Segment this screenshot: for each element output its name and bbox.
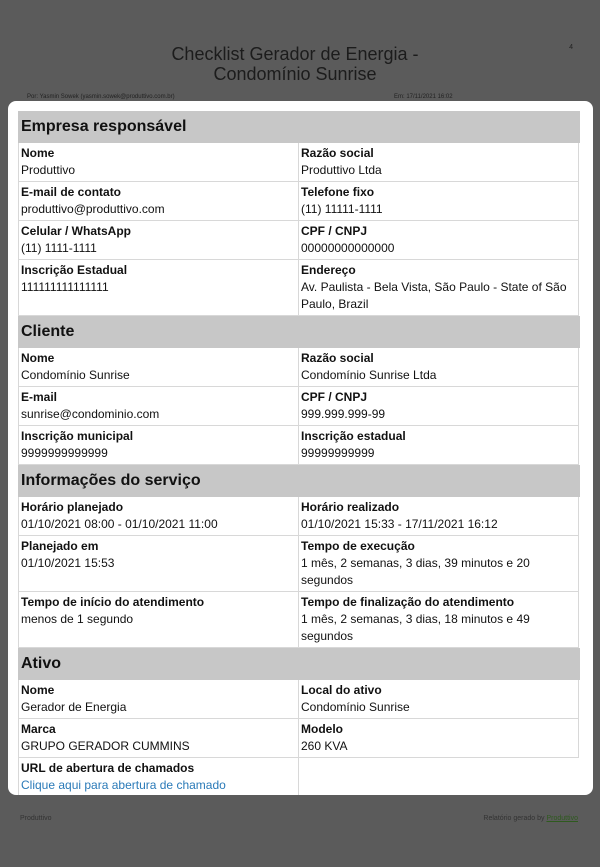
field-value: Gerador de Energia [21,700,127,714]
field-label: Inscrição municipal [21,429,134,443]
field-ativo-marca [19,719,299,758]
section-servico-header: Informações do serviço [18,465,580,497]
field-label: Nome [21,351,55,365]
field-servico-execucao [299,536,579,592]
field-value: Produttivo Ltda [301,163,382,177]
field-value: 01/10/2021 08:00 - 01/10/2021 11:00 [21,517,218,531]
report-title: Checklist Gerador de Energia - Condomínio Sunrise [171,44,419,84]
footer-right: Relatório gerado by Produttivo [483,815,578,822]
field-value: Condomínio Sunrise [301,700,410,714]
field-empresa-razao [299,143,579,182]
field-value: sunrise@condominio.com [21,407,160,421]
field-label: URL de abertura de chamados [21,761,195,775]
empty-cell [299,758,579,795]
field-label: Tempo de finalização do atendimento [301,595,515,609]
section-ativo-header: Ativo [18,648,580,680]
date-line: Em: 17/11/2021 16:02 [394,94,453,100]
field-value: 00000000000000 [301,241,395,255]
field-label: Nome [21,683,55,697]
field-servico-planejado-em [19,536,299,592]
field-label: Telefone fixo [301,185,375,199]
field-empresa-nome [19,143,299,182]
field-label: Modelo [301,722,343,736]
author-line: Por: Yasmin Sowek (yasmin.sowek@produttivo.com.br) [27,94,175,100]
field-label: Razão social [301,146,374,160]
field-value: (11) 11111-1111 [301,202,383,216]
field-value: 111111111111111 [21,280,109,294]
field-label: E-mail de contato [21,185,122,199]
field-cliente-ie [299,426,579,465]
field-label: Inscrição estadual [301,429,406,443]
field-label: E-mail [21,390,58,404]
field-value: Produttivo [21,163,76,177]
field-label: Inscrição Estadual [21,263,128,277]
section-servico [18,497,580,648]
section-empresa [18,143,580,316]
field-label: CPF / CNPJ [301,390,368,404]
section-cliente-header: Cliente [18,316,580,348]
field-value: 9999999999999 [21,446,108,460]
footer-left: Produttivo [20,815,52,822]
modal-content [18,111,580,795]
field-value: Av. Paulista - Bela Vista, São Paulo - State of São Paulo, Brazil [301,280,567,311]
field-label: Nome [21,146,55,160]
field-value: 01/10/2021 15:53 [21,556,115,570]
field-value: 01/10/2021 15:33 - 17/11/2021 16:12 [301,517,498,531]
footer-link[interactable]: Produttivo [546,815,578,822]
field-label: Marca [21,722,56,736]
field-empresa-endereco [299,260,579,316]
field-value: 1 mês, 2 semanas, 3 dias, 18 minutos e 49 segundos [301,612,530,643]
field-label: Planejado em [21,539,99,553]
field-value: 99999999999 [301,446,375,460]
field-label: CPF / CNPJ [301,224,368,238]
field-value: 999.999.999-99 [301,407,386,421]
field-label: Celular / WhatsApp [21,224,132,238]
field-servico-planejado [19,497,299,536]
field-value: produttivo@produttivo.com [21,202,165,216]
field-empresa-ie [19,260,299,316]
field-cliente-cpf [299,387,579,426]
field-servico-inicio [19,592,299,648]
section-ativo [18,680,580,795]
field-ativo-nome [19,680,299,719]
field-value: 1 mês, 2 semanas, 3 dias, 39 minutos e 20 segundos [301,556,530,587]
field-empresa-telefone [299,182,579,221]
field-ativo-modelo [299,719,579,758]
field-label: Tempo de início do atendimento [21,595,205,609]
field-value: Condomínio Sunrise Ltda [301,368,437,382]
field-cliente-nome [19,348,299,387]
field-servico-finalizacao [299,592,579,648]
field-label: Endereço [301,263,356,277]
section-empresa-header: Empresa responsável [18,111,580,143]
field-label: Razão social [301,351,374,365]
field-ativo-url [19,758,299,795]
field-value: Condomínio Sunrise [21,368,130,382]
page-number: 4 [569,44,573,51]
field-cliente-im [19,426,299,465]
field-label: Horário planejado [21,500,124,514]
field-label: Horário realizado [301,500,400,514]
field-servico-realizado [299,497,579,536]
field-value [21,777,296,794]
field-empresa-celular [19,221,299,260]
field-value: GRUPO GERADOR CUMMINS [21,739,190,753]
field-empresa-email [19,182,299,221]
field-cliente-email [19,387,299,426]
open-ticket-link[interactable]: Clique aqui para abertura de chamado [21,778,226,792]
field-value: 260 KVA [301,739,348,753]
field-empresa-cpf [299,221,579,260]
field-ativo-local [299,680,579,719]
field-cliente-razao [299,348,579,387]
details-modal [8,101,593,795]
section-cliente [18,348,580,465]
field-label: Tempo de execução [301,539,415,553]
field-value: menos de 1 segundo [21,612,134,626]
field-value: (11) 1111-1111 [21,241,97,255]
field-label: Local do ativo [301,683,382,697]
